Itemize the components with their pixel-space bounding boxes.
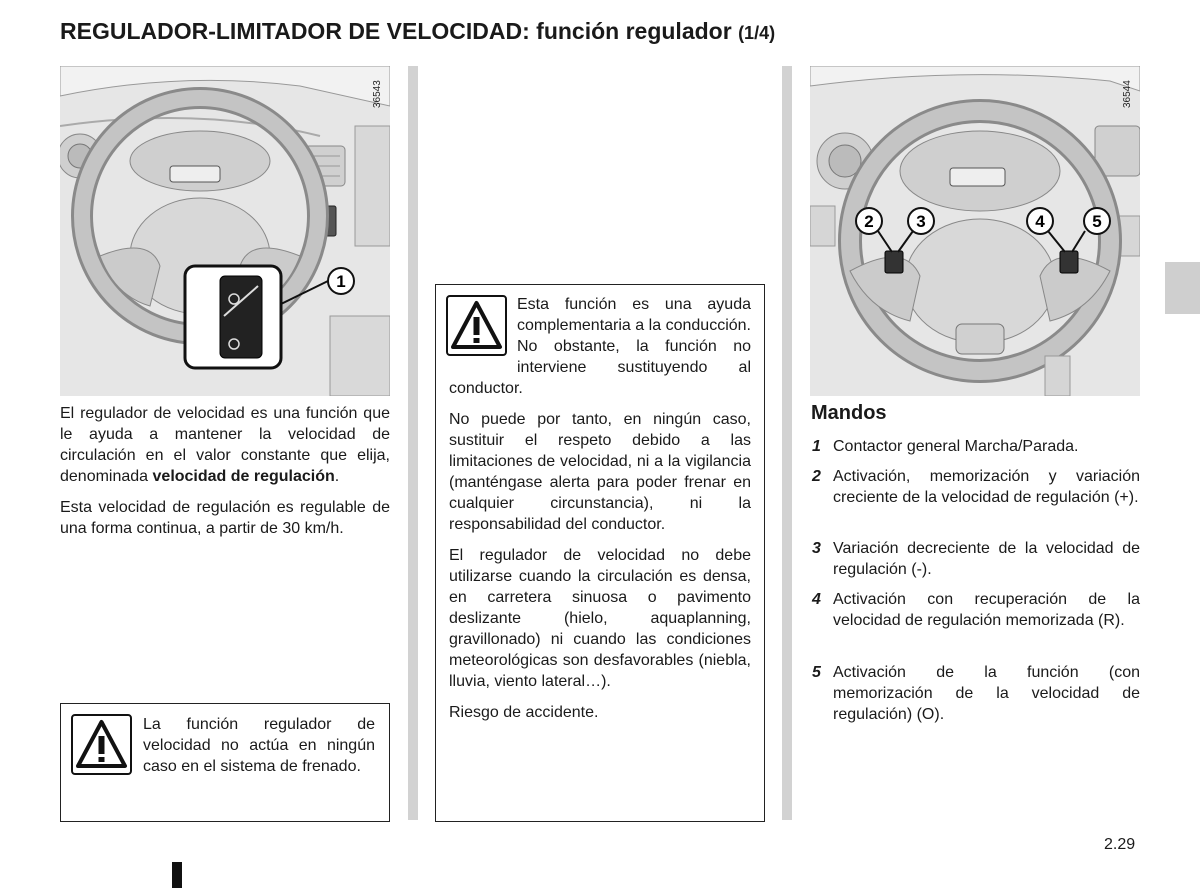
steering-wheel-illustration	[810, 66, 1140, 396]
warning-middle-p1-text: Esta función es una ayuda complementaria a la conducción. No obstante, la función no interviene sustituyendo al conductor.	[449, 296, 751, 397]
intro-p1-bold: velocidad de regulación	[152, 468, 335, 485]
warning-box-middle	[435, 284, 765, 822]
figure-left-code: 36543	[372, 80, 383, 108]
intro-paragraph-2: Esta velocidad de regulación es regulable de una forma continua, a partir de 30 km/h.	[60, 499, 390, 537]
section-tab	[1165, 262, 1200, 314]
controls-heading: Mandos	[811, 402, 887, 424]
warning-middle-p3: El regulador de velocidad no debe utilizarse cuando la circulación es densa, en carretera sinuosa o pavimento deslizante (hielo, aquaplanning, gravillonado) ni cuando las condiciones meteorológicas son desfavorables (niebla, lluvia, viento lateral…).	[449, 547, 751, 690]
warning-left-text: La función regulador de velocidad no actúa en ningún caso en el sistema de frenado.	[143, 716, 375, 775]
intro-p1-end: .	[334, 468, 340, 485]
warning-box-left	[60, 703, 390, 822]
warning-middle-p4: Riesgo de accidente.	[449, 704, 599, 721]
column-rule-left	[408, 66, 418, 820]
control-text: Activación con recuperación de la velocidad de regulación memorizada (R).	[833, 591, 1140, 629]
callout-2: 2	[864, 212, 874, 231]
callout-3: 3	[916, 212, 926, 231]
control-item-3	[812, 538, 1140, 580]
control-number: 3	[812, 540, 821, 557]
figure-dashboard-main-switch	[60, 66, 390, 396]
control-text: Variación decreciente de la velocidad de regulación (-).	[833, 540, 1140, 578]
icon-spacer	[449, 294, 517, 374]
control-number: 5	[812, 664, 821, 681]
warning-middle-p1	[449, 294, 751, 399]
column-rule-right	[782, 66, 792, 820]
warning-triangle-icon	[71, 714, 132, 775]
page-title	[60, 18, 775, 45]
figure-right-code: 36544	[1122, 80, 1133, 108]
control-text: Contactor general Marcha/Parada.	[833, 438, 1079, 455]
control-item-2	[812, 466, 1140, 508]
intro-paragraph-1	[60, 403, 390, 487]
intro-text	[60, 403, 390, 549]
callout-5: 5	[1092, 212, 1102, 231]
control-number: 1	[812, 438, 821, 455]
control-item-5	[812, 662, 1140, 725]
control-item-4	[812, 589, 1140, 631]
control-item-1	[812, 436, 1140, 457]
warning-middle-p2: No puede por tanto, en ningún caso, sustituir el respeto debido a las limitaciones de velocidad, ni a la vigilancia (manténgase alerta para poder frenar en cualquier circunstancia), ni la responsabilidad del conductor.	[449, 411, 751, 533]
callout-1: 1	[336, 272, 346, 291]
control-number: 2	[812, 468, 821, 485]
control-number: 4	[812, 591, 821, 608]
crop-mark	[172, 862, 182, 888]
callout-4: 4	[1035, 212, 1045, 231]
title-main: REGULADOR-LIMITADOR DE VELOCIDAD: función regulador	[60, 18, 732, 44]
title-fraction: (1/4)	[738, 23, 776, 43]
page-number: 2.29	[1104, 836, 1136, 853]
intro-p1-text: El regulador de velocidad es una función que le ayuda a mantener la velocidad de circulación en el valor constante que elija, denominada	[60, 405, 390, 485]
control-text: Activación de la función (con memorización de la velocidad de regulación) (O).	[833, 664, 1140, 723]
figure-steering-wheel-controls	[810, 66, 1140, 396]
dashboard-illustration	[60, 66, 390, 396]
control-text: Activación, memorización y variación creciente de la velocidad de regulación (+).	[833, 468, 1140, 506]
warning-middle-text	[449, 294, 751, 733]
